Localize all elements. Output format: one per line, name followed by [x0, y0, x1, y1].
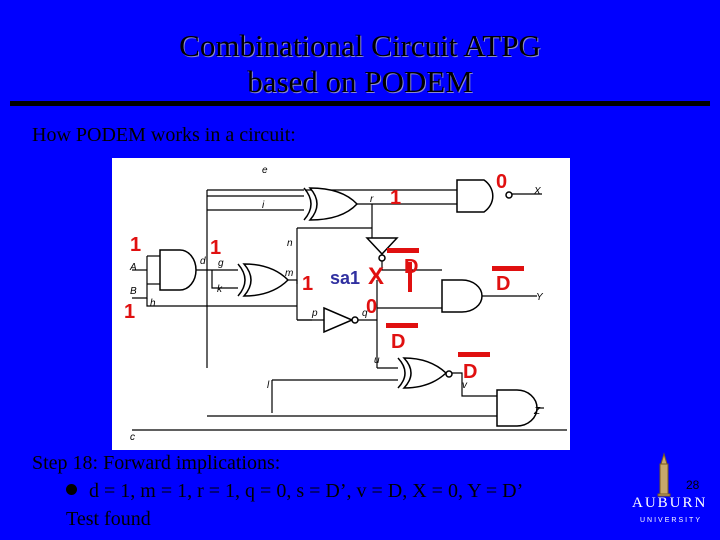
intro-text: How PODEM works in a circuit:: [32, 124, 296, 146]
signal-h-label: h: [150, 298, 156, 309]
signal-r-label: r: [370, 194, 374, 205]
input-c-label: c: [130, 432, 135, 443]
signal-e-label: e: [262, 165, 268, 176]
value-b: 1: [124, 301, 136, 323]
d-label-4: D: [463, 361, 478, 383]
signal-u-label: u: [374, 355, 380, 366]
output-x-label: X: [534, 186, 541, 197]
output-y-label: Y: [536, 292, 543, 303]
value-r: 1: [390, 187, 402, 209]
input-a-label: A: [130, 262, 137, 273]
result-text: Test found: [66, 508, 151, 530]
implications-line: [66, 480, 523, 503]
circuit-svg: [112, 158, 570, 450]
step-text: Step 18: Forward implications:: [32, 452, 281, 474]
signal-p-label: p: [312, 308, 318, 319]
fault-mark: X: [368, 263, 385, 290]
signal-i-label: i: [262, 200, 265, 211]
signal-g-label: g: [218, 258, 224, 269]
implications-text: d = 1, m = 1, r = 1, q = 0, s = D’, v = D, X = 0, Y = D’: [89, 480, 524, 502]
signal-l-label: l: [267, 380, 270, 391]
d-label-3: D: [391, 331, 406, 353]
fault-label: sa1: [330, 268, 361, 288]
value-g: 1: [210, 237, 222, 259]
input-b-label: B: [130, 286, 137, 297]
value-x: 0: [496, 171, 508, 193]
title-line-1: Combinational Circuit ATPG: [179, 28, 541, 63]
signal-n-label: n: [287, 238, 293, 249]
bullet-icon: [66, 484, 77, 495]
d-label-2: D: [496, 273, 511, 295]
slide-title: [0, 28, 720, 100]
value-q: 0: [366, 296, 378, 318]
value-a: 1: [130, 234, 142, 256]
signal-v-label: v: [462, 380, 467, 391]
signal-m-label: m: [285, 268, 294, 279]
logo-wordmark: AUBURN: [632, 495, 708, 511]
output-z-label: Z: [534, 406, 541, 417]
title-divider: [10, 101, 710, 106]
d-label-1: D: [404, 256, 419, 278]
title-line-2: based on PODEM: [247, 64, 473, 99]
signal-k-label: k: [217, 284, 222, 295]
page-number: 28: [686, 478, 700, 492]
value-m: 1: [302, 273, 314, 295]
signal-q-label: q: [362, 308, 368, 319]
circuit-diagram: [112, 158, 570, 450]
logo-subtitle: UNIVERSITY: [640, 517, 703, 524]
signal-d-label: d: [200, 256, 206, 267]
